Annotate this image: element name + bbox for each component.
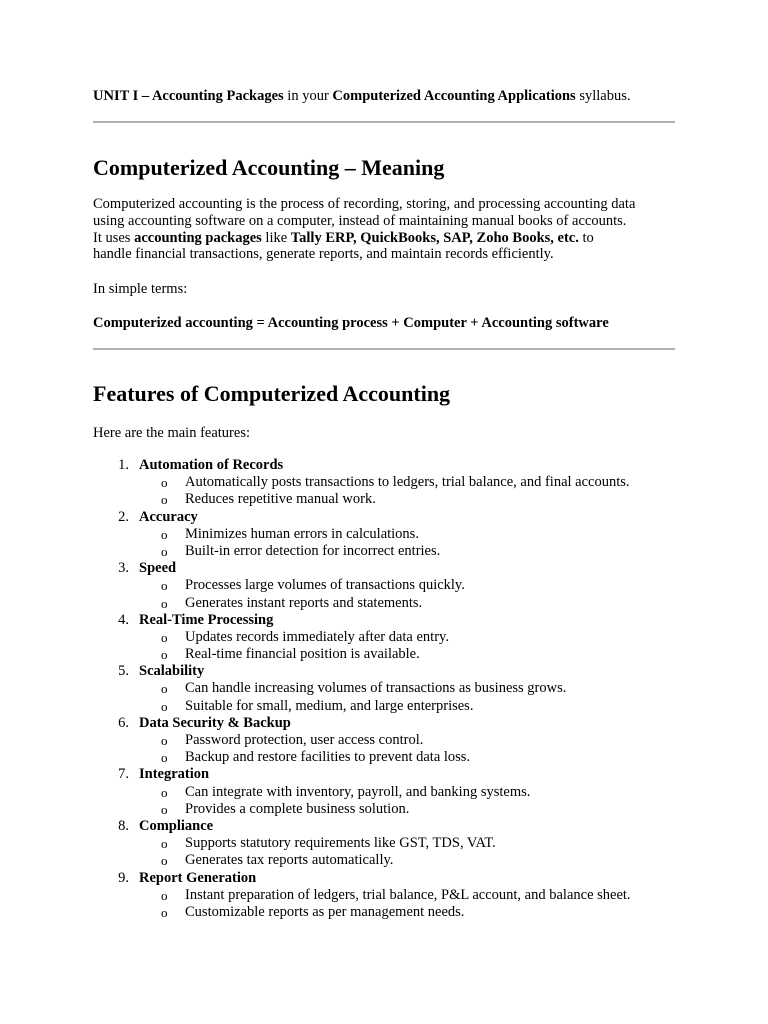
- feature-sub-text: Automatically posts transactions to ledgers, trial balance, and final accounts.: [185, 474, 630, 491]
- feature-sub-text: Minimizes human errors in calculations.: [185, 525, 419, 542]
- hollow-bullet-icon: o: [161, 853, 168, 869]
- hollow-bullet-icon: o: [161, 750, 168, 766]
- feature-sub-item: [93, 595, 693, 612]
- feature-sub-item: [93, 732, 693, 749]
- intro-end: syllabus.: [575, 88, 631, 104]
- hollow-bullet-icon: o: [161, 526, 168, 542]
- divider-1: [93, 121, 675, 123]
- hollow-bullet-icon: o: [161, 578, 168, 594]
- feature-sub-item: [93, 680, 693, 697]
- feature-head: [93, 612, 693, 629]
- intro-line: [93, 87, 630, 105]
- feature-number: 5.: [118, 663, 129, 680]
- hollow-bullet-icon: o: [161, 543, 168, 559]
- feature-sub-text: Backup and restore facilities to prevent data loss.: [185, 749, 471, 766]
- feature-sub-item: [93, 749, 693, 766]
- hollow-bullet-icon: o: [161, 629, 168, 645]
- feature-sub-text: Built-in error detection for incorrect entries.: [185, 542, 441, 559]
- feature-sub-item: [93, 646, 693, 663]
- feature-title: Accuracy: [139, 508, 198, 525]
- feature-sub-text: Supports statutory requirements like GST, TDS, VAT.: [185, 835, 496, 852]
- feature-sub-item: [93, 698, 693, 715]
- hollow-bullet-icon: o: [161, 698, 168, 714]
- feature-title: Data Security & Backup: [139, 714, 291, 731]
- feature-item: [93, 818, 693, 870]
- feature-head: [93, 509, 693, 526]
- feature-sub-text: Generates instant reports and statements.: [185, 594, 423, 611]
- meaning-paragraph: [93, 196, 683, 263]
- feature-number: 4.: [118, 611, 129, 628]
- feature-sub-text: Provides a complete business solution.: [185, 800, 410, 817]
- feature-title: Automation of Records: [139, 457, 284, 473]
- hollow-bullet-icon: o: [161, 887, 168, 903]
- feature-title: Integration: [139, 766, 210, 783]
- feature-item: [93, 509, 693, 561]
- feature-sub-item: [93, 577, 693, 594]
- feature-item: [93, 457, 693, 509]
- feature-sub-text: Updates records immediately after data entry.: [185, 628, 449, 645]
- feature-number: 1.: [118, 457, 129, 473]
- feature-sub-text: Password protection, user access control.: [185, 732, 424, 748]
- hollow-bullet-icon: o: [161, 733, 168, 748]
- feature-head: [93, 818, 693, 835]
- feature-sub-item: [93, 835, 693, 852]
- feature-sub-text: Real-time financial position is available.: [185, 646, 420, 663]
- feature-item: [93, 612, 693, 664]
- subject-name: Computerized Accounting Applications: [332, 88, 576, 104]
- feature-sub-text: Processes large volumes of transactions quickly.: [185, 577, 465, 594]
- hollow-bullet-icon: o: [161, 784, 168, 800]
- feature-sub-item: [93, 543, 693, 560]
- feature-sub-text: Instant preparation of ledgers, trial balance, P&L account, and balance sheet.: [185, 886, 631, 903]
- feature-head: [93, 870, 693, 887]
- meaning-line-3: It uses accounting packages like Tally ERP, QuickBooks, SAP, Zoho Books, etc. to: [93, 229, 594, 246]
- feature-number: 3.: [118, 560, 129, 577]
- feature-sub-item: [93, 852, 693, 869]
- features-list: [93, 457, 693, 921]
- feature-sub-item: [93, 904, 693, 921]
- feature-title: Real-Time Processing: [139, 611, 274, 628]
- unit-title: UNIT I – Accounting Packages: [93, 88, 284, 104]
- feature-head: [93, 457, 693, 474]
- meaning-line-2: using accounting software on a computer, instead of maintaining manual books of accounts.: [93, 212, 627, 229]
- feature-title: Scalability: [139, 663, 205, 680]
- feature-head: [93, 715, 693, 732]
- feature-number: 2.: [118, 508, 129, 525]
- feature-head: [93, 663, 693, 680]
- hollow-bullet-icon: o: [161, 492, 168, 508]
- feature-sub-text: Can handle increasing volumes of transactions as business grows.: [185, 680, 567, 697]
- feature-number: 6.: [118, 714, 129, 731]
- meaning-heading: Computerized Accounting – Meaning: [93, 155, 445, 180]
- hollow-bullet-icon: o: [161, 904, 168, 920]
- hollow-bullet-icon: o: [161, 647, 168, 663]
- feature-item: [93, 870, 693, 922]
- intro-mid: in your: [283, 88, 333, 104]
- feature-item: [93, 715, 693, 767]
- hollow-bullet-icon: o: [161, 475, 168, 491]
- feature-title: Compliance: [139, 817, 214, 834]
- hollow-bullet-icon: o: [161, 681, 168, 697]
- feature-number: 8.: [118, 817, 129, 834]
- meaning-line-4: handle financial transactions, generate reports, and maintain records efficiently.: [93, 246, 554, 263]
- feature-sub-text: Suitable for small, medium, and large enterprises.: [185, 697, 474, 714]
- feature-title: Speed: [139, 560, 177, 577]
- feature-sub-item: [93, 629, 693, 646]
- feature-item: [93, 766, 693, 818]
- divider-2: [93, 348, 675, 350]
- feature-number: 7.: [118, 766, 129, 783]
- feature-sub-item: [93, 526, 693, 543]
- meaning-line-1: Computerized accounting is the process of recording, storing, and processing accounting data: [93, 196, 636, 212]
- simple-terms-label: In simple terms:: [93, 281, 188, 297]
- feature-head: [93, 560, 693, 577]
- feature-item: [93, 560, 693, 612]
- features-heading: Features of Computerized Accounting: [93, 381, 451, 406]
- feature-sub-item: [93, 784, 693, 801]
- hollow-bullet-icon: o: [161, 595, 168, 611]
- feature-sub-text: Reduces repetitive manual work.: [185, 491, 376, 508]
- features-lead: Here are the main features:: [93, 425, 250, 441]
- hollow-bullet-icon: o: [161, 801, 168, 817]
- formula-line: Computerized accounting = Accounting process + Computer + Accounting software: [93, 315, 609, 331]
- feature-sub-text: Can integrate with inventory, payroll, and banking systems.: [185, 783, 531, 800]
- hollow-bullet-icon: o: [161, 836, 168, 852]
- feature-head: [93, 766, 693, 783]
- feature-item: [93, 663, 693, 715]
- feature-sub-item: [93, 801, 693, 818]
- feature-sub-text: Generates tax reports automatically.: [185, 852, 394, 869]
- feature-sub-item: [93, 474, 693, 491]
- feature-sub-item: [93, 887, 693, 904]
- feature-sub-text: Customizable reports as per management needs.: [185, 903, 465, 920]
- feature-title: Report Generation: [139, 869, 257, 886]
- feature-number: 9.: [118, 869, 129, 886]
- feature-sub-item: [93, 491, 693, 508]
